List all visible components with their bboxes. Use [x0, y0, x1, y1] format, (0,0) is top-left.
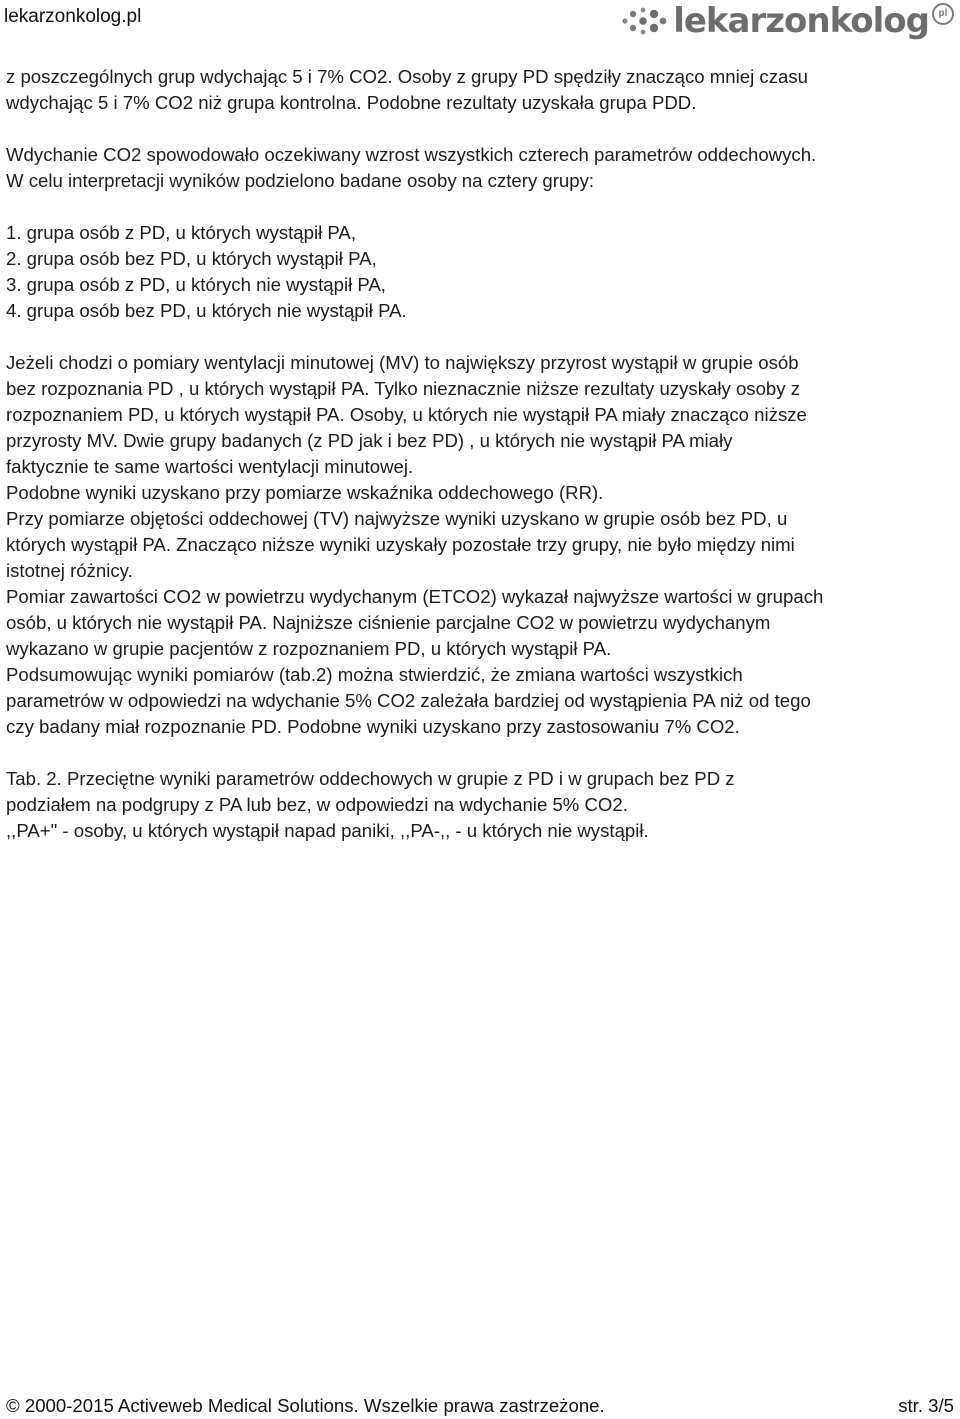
- table-caption: [6, 766, 954, 844]
- logo-text: lekarzonkolog: [673, 1, 929, 41]
- text-line: wdychając 5 i 7% CO2 niż grupa kontrolna. Podobne rezultaty uzyskała grupa PDD.: [6, 92, 697, 113]
- text-line: faktycznie te same wartości wentylacji minutowej.: [6, 456, 414, 477]
- paragraph-intro: [6, 64, 954, 116]
- text-line: W celu interpretacji wyników podzielono badane osoby na cztery grupy:: [6, 170, 595, 191]
- paragraph-co2-effect: [6, 142, 954, 194]
- list-item: 1. grupa osób z PD, u których wystąpił PA,: [6, 222, 356, 243]
- text-line: Przy pomiarze objętości oddechowej (TV) najwyższe wyniki uzyskano w grupie osób bez PD, u: [6, 508, 788, 529]
- text-line: ,,PA+" - osoby, u których wystąpił napad paniki, ,,PA-,, - u których nie wystąpił.: [6, 820, 649, 841]
- page-number: str. 3/5: [898, 1395, 954, 1416]
- text-line: istotnej różnicy.: [6, 560, 133, 581]
- text-line: bez rozpoznania PD , u których wystąpił PA. Tylko nieznacznie niższe rezultaty uzyskały osoby z: [6, 378, 801, 399]
- text-line: podziałem na podgrupy z PA lub bez, w odpowiedzi na wdychanie 5% CO2.: [6, 794, 628, 815]
- paragraph-results: [6, 350, 954, 740]
- text-line: przyrosty MV. Dwie grupy badanych (z PD jak i bez PD) , u których nie wystąpił PA miały: [6, 430, 733, 451]
- text-line: których wystąpił PA. Znacząco niższe wyniki uzyskały pozostałe trzy grupy, nie było między nimi: [6, 534, 795, 555]
- page-header: [0, 0, 960, 44]
- text-line: z poszczególnych grup wdychając 5 i 7% CO2. Osoby z grupy PD spędziły znacząco mniej czasu: [6, 66, 808, 87]
- logo-badge: pl: [932, 3, 954, 25]
- site-logo[interactable]: [621, 2, 954, 40]
- article-body: [6, 64, 954, 844]
- site-name[interactable]: lekarzonkolog.pl: [4, 6, 142, 27]
- text-line: Jeżeli chodzi o pomiary wentylacji minutowej (MV) to największy przyrost wystąpił w grupie osób: [6, 352, 799, 373]
- text-line: Podobne wyniki uzyskano przy pomiarze wskaźnika oddechowego (RR).: [6, 482, 604, 503]
- text-line: Podsumowując wyniki pomiarów (tab.2) można stwierdzić, że zmiana wartości wszystkich: [6, 664, 743, 685]
- text-line: Wdychanie CO2 spowodowało oczekiwany wzrost wszystkich czterech parametrów oddechowych.: [6, 144, 817, 165]
- text-line: wykazano w grupie pacjentów z rozpoznaniem PD, u których wystąpił PA.: [6, 638, 612, 659]
- list-item: 3. grupa osób z PD, u których nie wystąpił PA,: [6, 274, 386, 295]
- text-line: czy badany miał rozpoznanie PD. Podobne wyniki uzyskano przy zastosowaniu 7% CO2.: [6, 716, 740, 737]
- text-line: Tab. 2. Przeciętne wyniki parametrów oddechowych w grupie z PD i w grupach bez PD z: [6, 768, 735, 789]
- group-list: [6, 220, 954, 324]
- logo-dots-icon: [621, 7, 667, 35]
- copyright-notice: © 2000-2015 Activeweb Medical Solutions. Wszelkie prawa zastrzeżone.: [6, 1395, 605, 1416]
- text-line: parametrów w odpowiedzi na wdychanie 5% CO2 zależała bardziej od wystąpienia PA niż od tego: [6, 690, 811, 711]
- text-line: osób, u których nie wystąpił PA. Najniższe ciśnienie parcjalne CO2 w powietrzu wydychanym: [6, 612, 771, 633]
- text-line: Pomiar zawartości CO2 w powietrzu wydychanym (ETCO2) wykazał najwyższe wartości w grupach: [6, 586, 824, 607]
- text-line: rozpoznaniem PD, u których wystąpił PA. Osoby, u których nie wystąpił PA miały znacząco niższe: [6, 404, 807, 425]
- list-item: 4. grupa osób bez PD, u których nie wystąpił PA.: [6, 300, 407, 321]
- list-item: 2. grupa osób bez PD, u których wystąpił PA,: [6, 248, 377, 269]
